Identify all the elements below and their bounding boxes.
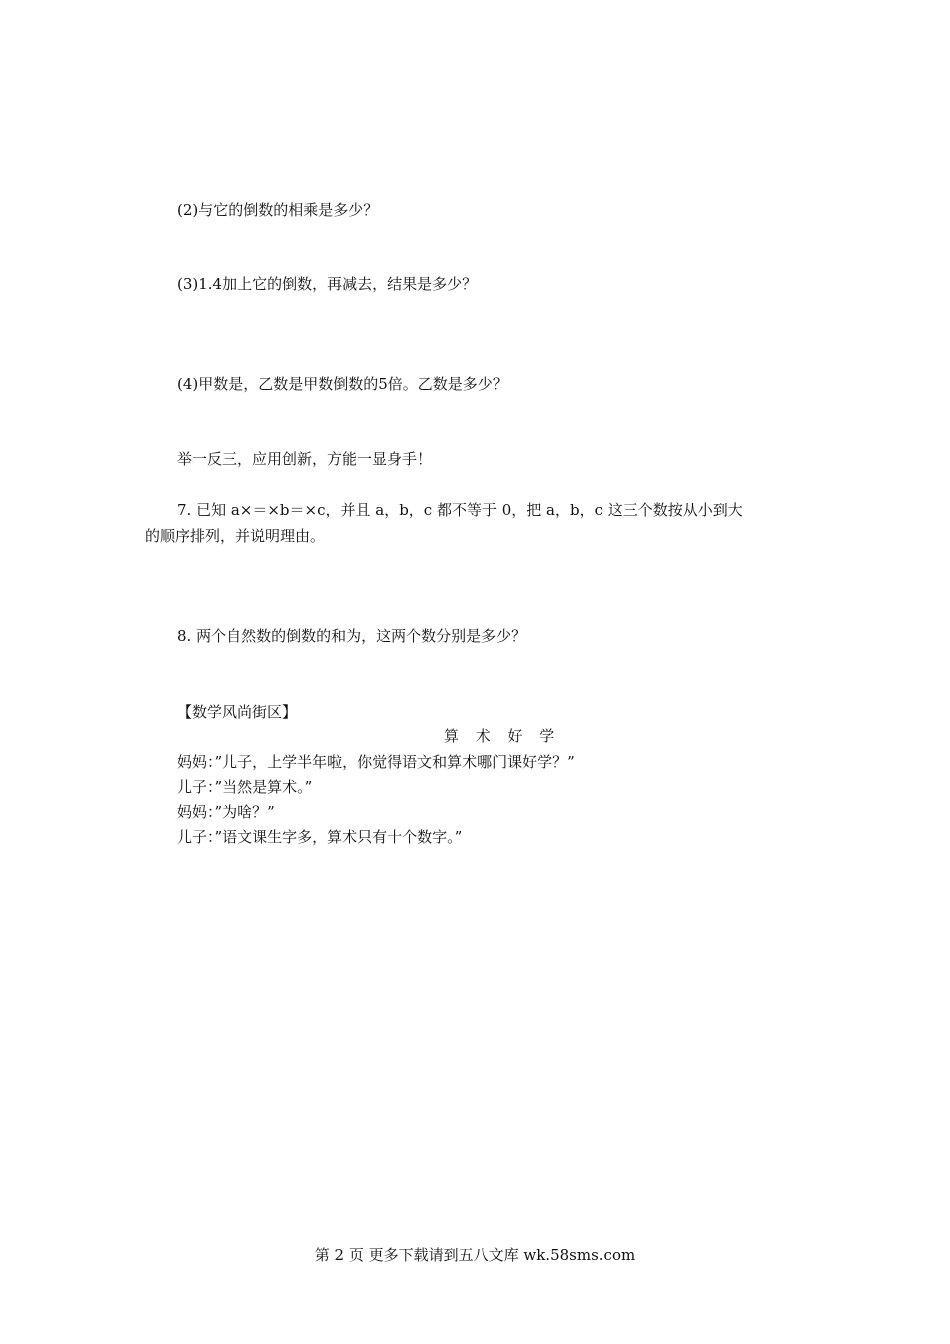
question-6-4: (4)甲数是，乙数是甲数倒数的5倍。乙数是多少？ xyxy=(177,375,508,393)
dialogue-line: 儿子：”当然是算术。” xyxy=(177,778,313,796)
question-6-2: (2)与它的倒数的相乘是多少？ xyxy=(177,201,379,219)
question-8: 8. 两个自然数的倒数的和为，这两个数分别是多少？ xyxy=(177,627,527,645)
question-7-line-1: 7. 已知 a×＝×b＝×c，并且 a，b，c 都不等于 0，把 a，b，c 这三个数按从小到大 xyxy=(177,501,743,519)
dialogue-line: 妈妈：”儿子，上学半年啦，你觉得语文和算术哪门课好学？” xyxy=(177,753,575,771)
question-7-line-2: 的顺序排列，并说明理由。 xyxy=(145,527,326,545)
dialogue-line: 儿子：”语文课生字多，算术只有十个数字。” xyxy=(177,828,463,846)
question-6-3: (3)1.4加上它的倒数，再减去，结果是多少？ xyxy=(177,275,478,293)
section-heading: 举一反三，应用创新，方能一显身手！ xyxy=(177,450,433,468)
dialogue-line: 妈妈：”为啥？” xyxy=(177,803,275,821)
math-corner-heading: 【数学风尚街区】 xyxy=(177,703,298,721)
math-corner-title: 算 术 好 学 xyxy=(444,727,561,745)
page-footer: 第 2 页 更多下载请到五八文库 wk.58sms.com xyxy=(314,1246,636,1264)
